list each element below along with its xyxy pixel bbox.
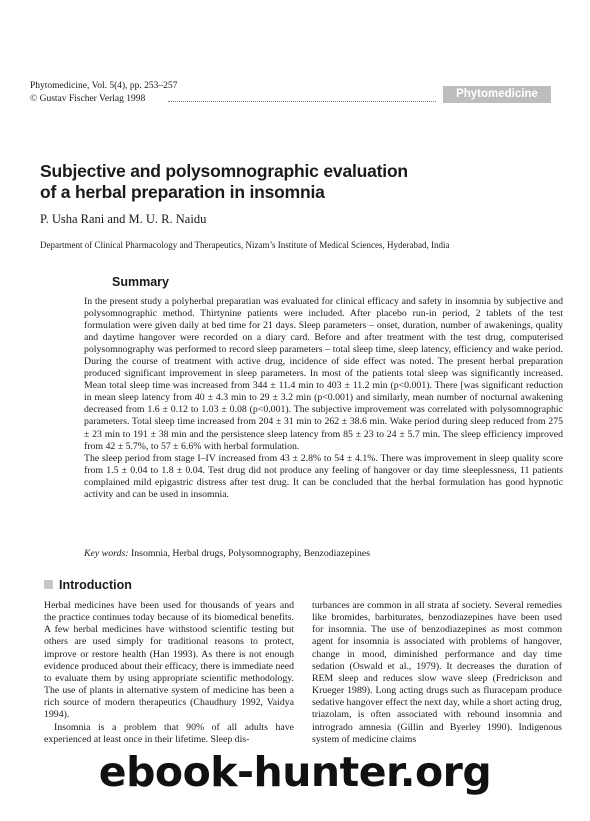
section-marker-square [44,580,53,589]
keywords-label: Key words: [84,548,129,559]
abstract-paragraph-1: In the present study a polyherbal preparatian was evaluated for clinical efficacy and safety in insomnia by subjective and polysomnographic method. Thirtynine patients were included. After placebo run-in period, 2 tablets of the test formulation were given daily at bed time for 21 days. Sleep parameters – onset, duration, number of awakenings, quality and daytime hangover were recorded on a diary card. Before and after treatment with the test drug, computerised polysomnography was performed to record sleep parameters – total sleep time, sleep latency, efficiency and wake period. During the course of treatment with active drug, incidence of side effect was noted. The present herbal preparation produced significant improvement in sleep parameters. In most of the patients total sleep was significantly increased. Mean total sleep time was increased from 344 ± 11.4 min to 403 ± 11.2 min (p<0.001). There [was significant reduction in mean sleep latency from 40 ± 4.3 min to 29 ± 3.2 min (p<0.001) and similarly, mean number of nocturnal awakening decreased from 1.6 ± 0.12 to 1.03 ± 0.08 (p<0.001). The subjective improvement was correlated with polysomnographic parameters. Total sleep time increased from 204 ± 31 min to 262 ± 38.6 min. Wake period during sleep reduced from 275 ± 23 min to 191 ± 38 min and the persistence sleep latency from 85 ± 23 to 24 ± 5.7 min. The sleep efficiency improved from 42 ± 5.7%, to 57 ± 6.6% with herbal formulation. [84,296,563,452]
copyright-line: © Gustav Fischer Verlag 1998 [30,93,146,104]
article-title [40,161,560,203]
abstract [84,296,563,501]
authors: P. Usha Rani and M. U. R. Naidu [40,212,207,226]
introduction-heading: Introduction [59,578,132,592]
keywords [84,548,370,560]
title-line-1: Subjective and polysomnographic evaluation [40,161,408,181]
summary-heading: Summary [112,275,169,289]
affiliation: Department of Clinical Pharmacology and Therapeutics, Nizam’s Institute of Medical Sciences, Hyderabad, India [40,240,450,250]
watermark: ebook-hunter.org [98,748,492,796]
intro-left-column [44,600,294,746]
intro-paragraph-3: turbances are common in all strata af society. Several remedies like bromides, barbiturates, benzodiazepines have been used for insomnia. The use of benzodiazepines as most common agent for insomnia is associated with problems of hangover, change in mood, diminished performance and day time sedation (Oswald et al., 1979). It decreases the duration of REM sleep and reduces slow wave sleep (Fredrickson and Krueger 1989). Long acting drugs such as fluracepam produce sedative hangover effect the next day, while a short acting drug, triazolam, is often associated with rebound insomnia and introgrado amnesia (Gillin and Byerley 1990). Indigenous system of medicine claims [312,600,563,745]
title-line-2: of a herbal preparation in insomnia [40,182,325,202]
abstract-paragraph-2: The sleep period from stage I–IV increased from 43 ± 2.8% to 54 ± 4.1%. There was improvement in sleep quality score from 1.5 ± 0.04 to 1.8 ± 0.04. Test drug did not produce any feeling of hangover or day time sleeplessness, 11 patients complained mild epigastric distress after test drug. It can be concluded that the herbal formulation has good hypnotic activity and can be used in insomnia. [84,452,563,500]
journal-citation: Phytomedicine, Vol. 5(4), pp. 253–257 [30,81,178,91]
intro-paragraph-1: Herbal medicines have been used for thousands of years and the practice continues today because of its biomedical benefits. A few herbal medicines have withstood scientific testing but others are used simply for traditional reasons to protect, improve or restore health (Han 1993). As there is not enough evidence produced about their efficacy, there is immediate need to evaluate them by using appropriate scientific methodology. The use of plants in alternative system of medicine has been a rich source of modern therapeutics (Chaudhury 1992, Vaidya 1994). [44,600,294,721]
journal-brand-badge: Phytomedicine [443,86,551,103]
keywords-list: Insomnia, Herbal drugs, Polysomnography, Benzodiazepines [131,548,371,559]
journal-header [30,80,177,105]
header-rule [168,101,436,102]
intro-right-column [312,600,562,746]
intro-paragraph-2: Insomnia is a problem that 90% of all adults have experienced at least once in their lifetime. Sleep dis- [44,721,294,745]
